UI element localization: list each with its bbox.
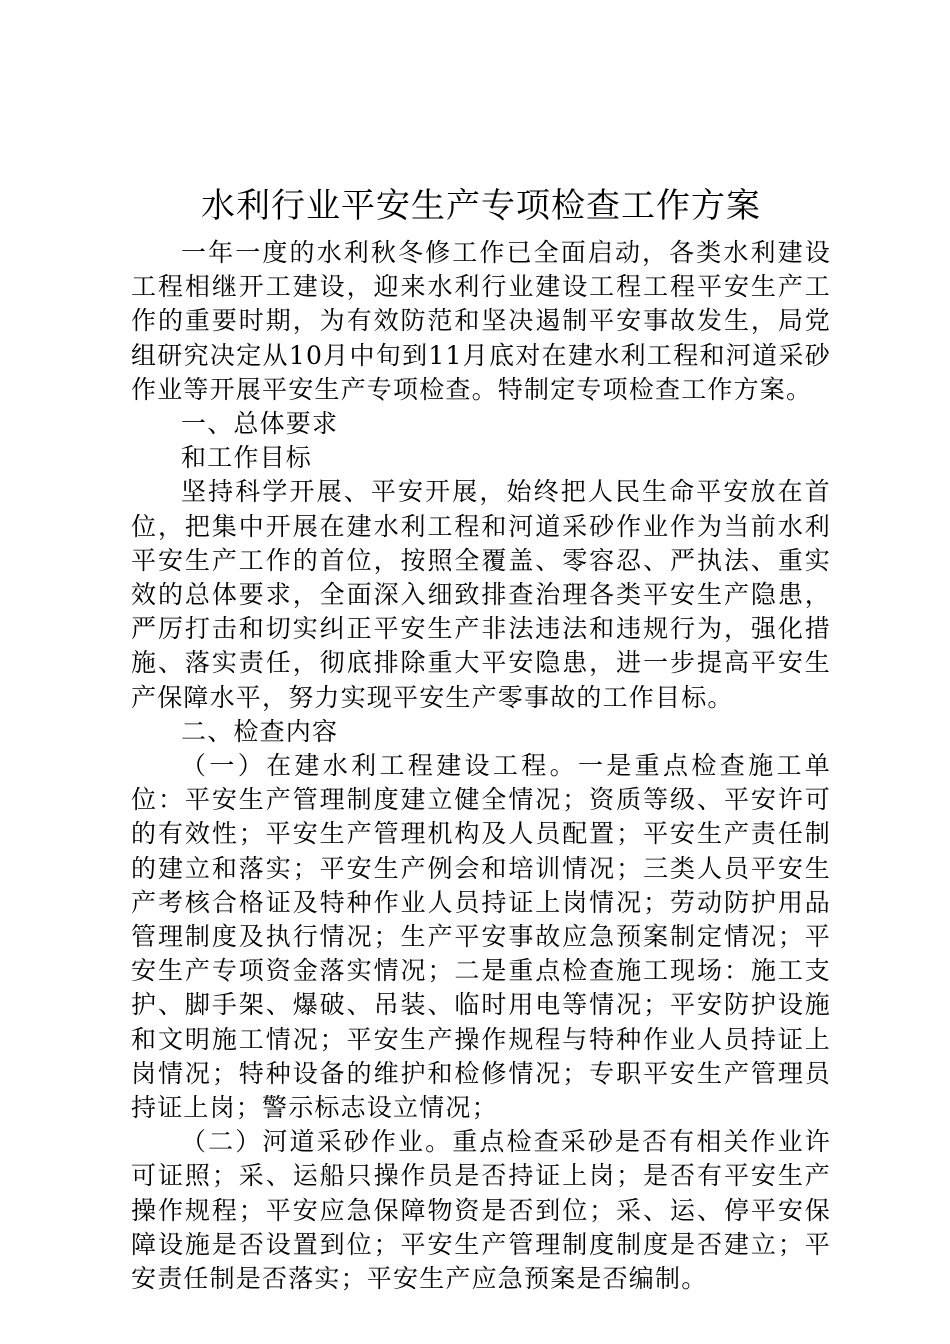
intro-paragraph: 一年一度的水利秋冬修工作已全面启动，各类水利建设工程相继开工建设，迎来水利行业建设工程工程平安生产工作的重要时期，为有效防范和坚决遏制平安事故发生，局党组研究决定从10月中旬到11月底对在建水利工程和河道采砂作业等开展平安生产专项检查。特制定专项检查工作方案。	[131, 238, 831, 404]
document-page	[131, 180, 831, 1296]
section2-heading: 二、检查内容	[181, 716, 339, 746]
section2-item2-paragraph: （二）河道采砂作业。重点检查采砂是否有相关作业许可证照；采、运船只操作员是否持证上岗；是否有平安生产操作规程；平安应急保障物资是否到位；采、运、停平安保障设施是否设置到位；平安生产管理制度制度是否建立；平安责任制是否落实；平安生产应急预案是否编制。	[131, 1127, 831, 1294]
section2-item1-paragraph: （一）在建水利工程建设工程。一是重点检查施工单位：平安生产管理制度建立健全情况；资质等级、平安许可的有效性；平安生产管理机构及人员配置；平安生产责任制的建立和落实；平安生产例会和培训情况；三类人员平安生产考核合格证及特种作业人员持证上岗情况；劳动防护用品管理制度及执行情况；生产平安事故应急预案制定情况；平安生产专项资金落实情况；二是重点检查施工现场：施工支护、脚手架、爆破、吊装、临时用电等情况；平安防护设施和文明施工情况；平安生产操作规程与特种作业人员持证上岗情况；特种设备的维护和检修情况；专职平安生产管理员持证上岗；警示标志设立情况；	[131, 751, 831, 1123]
document-title: 水利行业平安生产专项检查工作方案	[201, 186, 761, 226]
section1-paragraph: 坚持科学开展、平安开展，始终把人民生命平安放在首位，把集中开展在建水利工程和河道采砂作业作为当前水利平安生产工作的首位，按照全覆盖、零容忍、严执法、重实效的总体要求，全面深入细致排查治理各类平安生产隐患，严厉打击和切实纠正平安生产非法违法和违规行为，强化措施、落实责任，彻底排除重大平安隐患，进一步提高平安生产保障水平，努力实现平安生产零事故的工作目标。	[131, 477, 831, 712]
section1-subheading: 和工作目标	[181, 443, 313, 473]
section1-heading: 一、总体要求	[181, 409, 339, 439]
